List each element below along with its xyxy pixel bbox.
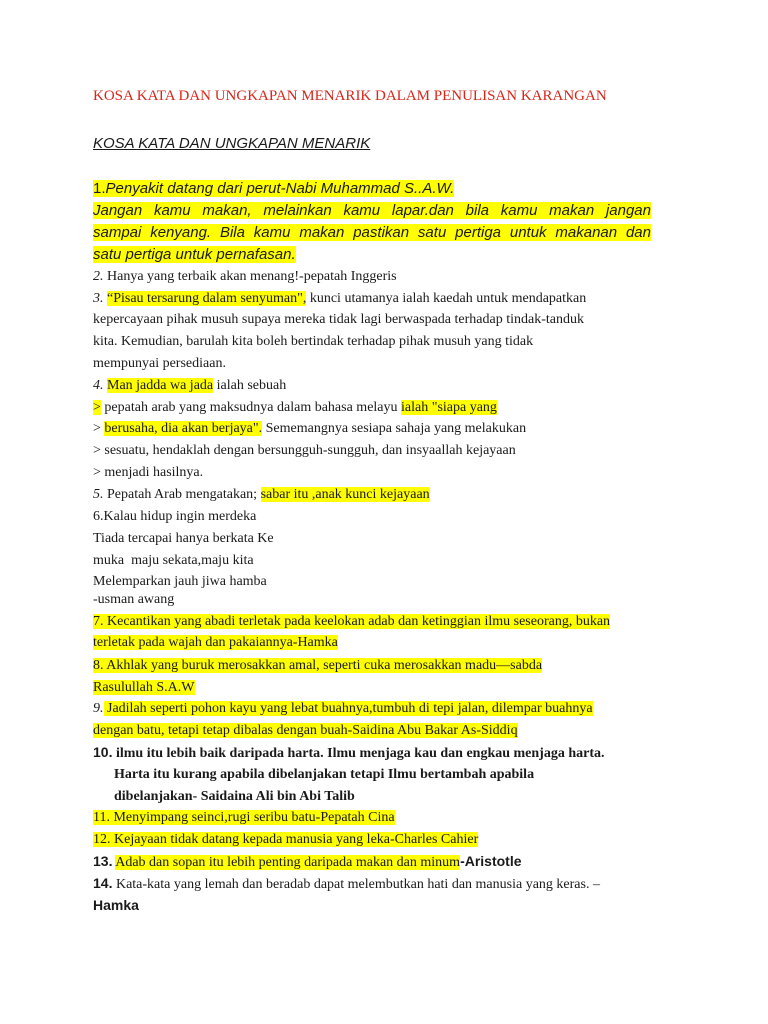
item-3-number: 3. — [93, 291, 107, 306]
item-9-text-2: dengan batu, tetapi tetap dibalas dengan buah-Saidina Abu Bakar As-Siddiq — [93, 723, 518, 738]
item-4-line-5: > menjadi hasilnya. — [93, 465, 204, 480]
item-10-number: 10. — [93, 744, 113, 760]
item-2-text: Hanya yang terbaik akan menang!-pepatah Inggeris — [103, 269, 397, 284]
item-10-line-2: Harta itu kurang apabila dibelanjakan tetapi Ilmu bertambah apabila — [114, 767, 535, 782]
item-12 — [93, 829, 478, 850]
item-4-highlight-3: berusaha, dia akan berjaya". — [104, 421, 263, 436]
item-11-text: 11. Menyimpang seinci,rugi seribu batu-Pepatah Cina — [93, 810, 395, 825]
item-8-text-2: Rasulullah S.A.W — [93, 680, 195, 695]
item-6-line-1: 6.Kalau hidup ingin merdeka — [93, 509, 257, 524]
item-3-text-1: kunci utamanya ialah kaedah untuk mendapatkan — [306, 291, 587, 306]
item-9-line-1 — [93, 698, 593, 719]
section-heading: KOSA KATA DAN UNGKAPAN MENARIK — [93, 135, 371, 152]
item-5 — [93, 484, 430, 505]
item-6-author: -usman awang — [93, 592, 175, 607]
item-4-text-1: ialah sebuah — [213, 378, 287, 393]
item-4-line-3 — [93, 418, 526, 439]
item-1-line-3 — [93, 222, 651, 243]
item-1-title: Penyakit datang dari perut-Nabi Muhammad S..A.W. — [105, 180, 455, 197]
item-6-line-3: muka maju sekata,maju kita — [93, 553, 254, 568]
item-4-line-4: > sesuatu, hendaklah dengan bersungguh-sungguh, dan insyaallah kejayaan — [93, 443, 516, 458]
item-7-line-1 — [93, 611, 610, 632]
item-3-line-2: kepercayaan pihak musuh supaya mereka tidak lagi berwaspada terhadap tindak-tanduk — [93, 312, 584, 327]
item-1-text-3: sampai kenyang. Bila kamu makan pastikan satu pertiga untuk makanan dan — [93, 224, 651, 241]
item-10-line-3: dibelanjakan- Saidaina Ali bin Abi Talib — [114, 789, 355, 804]
item-1-text-4: satu pertiga untuk pernafasan. — [93, 246, 296, 263]
item-1-line-4 — [93, 244, 296, 265]
item-14 — [93, 873, 600, 895]
item-4-gt-2: > — [93, 400, 101, 415]
item-7-line-2 — [93, 632, 338, 653]
item-4-text-2: pepatah arab yang maksudnya dalam bahasa melayu — [100, 400, 402, 415]
item-3-line-3: kita. Kemudian, barulah kita boleh bertindak terhadap pihak musuh yang tidak — [93, 334, 534, 349]
item-7-text-2: terletak pada wajah dan pakaiannya-Hamka — [93, 635, 338, 650]
item-5-text: Pepatah Arab mengatakan; — [103, 487, 261, 502]
item-3-line-1 — [93, 288, 586, 309]
item-4-gt-3: > — [93, 421, 105, 436]
item-13-number: 13. — [93, 853, 113, 869]
item-14-author: Hamka — [93, 897, 139, 913]
item-13-text: Adab dan sopan itu lebih penting daripada makan dan minum — [115, 855, 461, 870]
item-4-text-3: Sememangnya sesiapa sahaja yang melakukan — [262, 421, 527, 436]
item-12-text: 12. Kejayaan tidak datang kepada manusia yang leka-Charles Cahier — [93, 832, 479, 847]
item-13-author: -Aristotle — [460, 853, 522, 869]
document-title: KOSA KATA DAN UNGKAPAN MENARIK DALAM PENULISAN KARANGAN — [93, 88, 607, 104]
item-4-line-1 — [93, 375, 286, 396]
item-7-text-1: 7. Kecantikan yang abadi terletak pada keelokan adab dan ketinggian ilmu seseorang, bukan — [93, 614, 611, 629]
item-6-line-4: Melemparkan jauh jiwa hamba — [93, 574, 267, 589]
item-1-number: 1. — [93, 180, 106, 197]
item-11 — [93, 807, 395, 828]
item-2-number: 2. — [93, 269, 104, 284]
item-5-number: 5. — [93, 487, 104, 502]
item-4-highlight-2: ialah "siapa yang — [401, 400, 497, 415]
item-1-line-2 — [93, 200, 651, 221]
item-8-line-2 — [93, 677, 195, 698]
item-9-text-1: Jadilah seperti pohon kayu yang lebat buahnya,tumbuh di tepi jalan, dilempar buahnya — [103, 701, 593, 716]
item-10-text-1: ilmu itu lebih baik daripada harta. Ilmu menjaga kau dan engkau menjaga harta. — [112, 746, 605, 761]
item-1-line-1 — [93, 178, 454, 199]
item-14-number: 14. — [93, 875, 113, 891]
item-2 — [93, 266, 397, 287]
item-1-text-2: Jangan kamu makan, melainkan kamu lapar.dan bila kamu makan jangan — [93, 202, 651, 219]
item-9-number: 9. — [93, 701, 104, 716]
item-8-line-1 — [93, 655, 542, 676]
item-3-quote: “Pisau tersarung dalam senyuman", — [107, 291, 307, 306]
item-5-highlight: sabar itu ,anak kunci kejayaan — [260, 487, 430, 502]
item-14-text: Kata-kata yang lemah dan beradab dapat melembutkan hati dan manusia yang keras. – — [112, 877, 600, 892]
item-4-number: 4. — [93, 378, 107, 393]
item-4-line-2 — [93, 397, 497, 418]
item-6-line-2: Tiada tercapai hanya berkata Ke — [93, 531, 274, 546]
item-10-line-1 — [93, 742, 605, 764]
item-13 — [93, 851, 522, 873]
item-3-line-4: mempunyai persediaan. — [93, 356, 226, 371]
item-9-line-2 — [93, 720, 518, 741]
item-4-phrase: Man jadda wa jada — [107, 378, 214, 393]
item-8-text-1: 8. Akhlak yang buruk merosakkan amal, seperti cuka merosakkan madu—sabda — [93, 658, 543, 673]
